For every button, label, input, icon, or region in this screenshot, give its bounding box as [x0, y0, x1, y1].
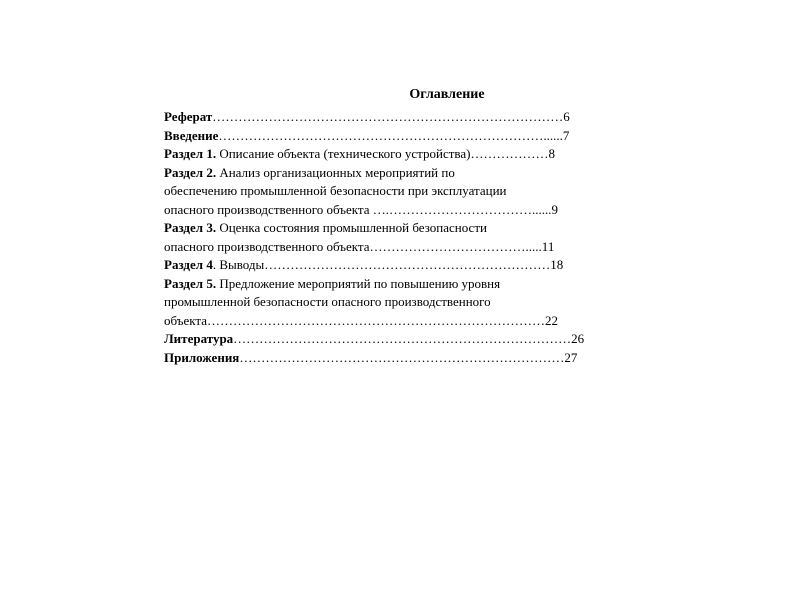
toc-entry[interactable] — [164, 330, 640, 349]
toc-entry-heading: Приложения — [164, 349, 240, 365]
toc-entry-leader: ………………………………..... — [369, 238, 542, 254]
toc-entry-line — [164, 108, 640, 127]
toc-entry[interactable] — [164, 219, 640, 256]
toc-entry-heading: Реферат — [164, 109, 213, 124]
toc-entry-line — [164, 293, 640, 312]
toc-entry-text: Описание объекта (технического устройства) — [216, 146, 471, 161]
toc-entry-line — [164, 256, 640, 275]
toc-entry-line — [164, 312, 640, 331]
toc-entry-page: 7 — [562, 127, 570, 143]
toc-entry[interactable] — [164, 127, 640, 146]
toc-entry-page: 9 — [551, 201, 559, 217]
toc-entry-text: опасного производственного объекта — [164, 238, 370, 254]
toc-entry-leader: ….……………………………...... — [372, 201, 552, 217]
toc-entry-leader: ………………………………………………………………… — [239, 349, 565, 365]
toc-title: Оглавление — [409, 87, 485, 102]
toc-entry-line — [164, 349, 640, 368]
toc-entry-leader: …………………………………………………………………...... — [218, 127, 563, 143]
toc-entry[interactable] — [164, 275, 640, 331]
toc-entry-line — [164, 127, 640, 146]
toc-entry-text: Предложение мероприятий по повышению уровня — [216, 275, 501, 291]
toc-entry-page: 26 — [571, 331, 585, 346]
toc-entry-text: Анализ организационных мероприятий по — [216, 164, 455, 180]
toc-entry-page: 11 — [541, 238, 555, 254]
toc-entry-line — [164, 201, 640, 220]
toc-entry-text: объекта — [164, 312, 208, 328]
toc-entry-line — [164, 219, 640, 238]
toc-entry-leader: …………………………………………………………………… — [233, 331, 572, 346]
toc-entry-page: 18 — [550, 257, 564, 272]
toc-entry-leader: ……………………………………………………………………… — [212, 109, 564, 124]
toc-entry-text: Оценка состояния промышленной безопасности — [216, 220, 487, 235]
toc-entry-heading: Раздел 4 — [164, 257, 213, 272]
toc-entry-line — [164, 145, 640, 164]
toc-entry-page: 8 — [548, 146, 555, 161]
toc-entry-line — [164, 275, 640, 294]
toc-entry-leader: ……………… — [470, 146, 549, 161]
toc-entry-heading: Раздел 5. — [164, 275, 217, 291]
toc-entry[interactable] — [164, 108, 640, 127]
toc-entry-heading: Введение — [164, 127, 219, 143]
toc-entry-line — [164, 238, 640, 257]
toc-entry-line — [164, 164, 640, 183]
toc-entry-heading: Раздел 1. — [164, 146, 217, 161]
toc-entry-heading: Раздел 3. — [164, 220, 217, 235]
toc-entry-text: опасного производственного объекта — [164, 201, 373, 217]
toc-entry-leader: ………………………………………………………… — [264, 257, 551, 272]
toc-entry-text: промышленной безопасности опасного производственного — [164, 294, 491, 309]
toc-entry-leader: …………………………………………………………………… — [207, 312, 546, 328]
toc-entry-heading: Литература — [164, 331, 234, 346]
toc-entry[interactable] — [164, 145, 640, 164]
toc-entry-text: . Выводы — [212, 257, 265, 272]
toc-entry-line — [164, 182, 640, 201]
toc-entry[interactable] — [164, 164, 640, 220]
toc-entry-text: обеспечению промышленной безопасности при эксплуатации — [164, 183, 507, 198]
toc-entry-page: 6 — [563, 109, 570, 124]
toc-entry-line — [164, 330, 640, 349]
toc-entry-page: 22 — [545, 312, 559, 328]
table-of-contents — [164, 86, 640, 367]
toc-entry-heading: Раздел 2. — [164, 164, 217, 180]
toc-entry-page: 27 — [564, 349, 578, 365]
toc-entries — [164, 108, 640, 367]
toc-entry[interactable] — [164, 349, 640, 368]
toc-entry[interactable] — [164, 256, 640, 275]
